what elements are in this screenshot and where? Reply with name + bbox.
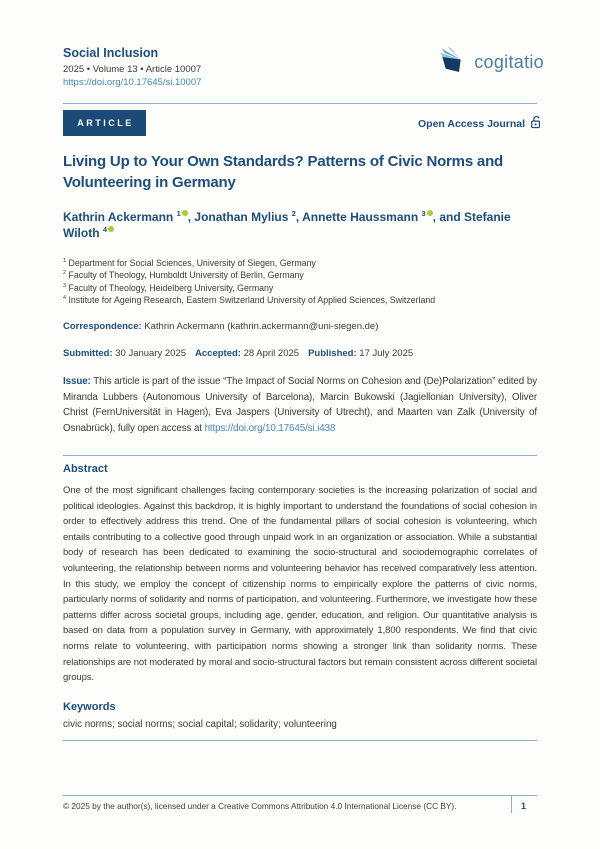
abstract-text: One of the most significant challenges facing contemporary societies is the increasing polarization of social and political ideologies. Against this backdrop, it is highly important to understand the foundations of social cohesion in order to effectively address this trend. One of the fundamental pillars of social cohesion is volunteering, which entails contributing to a collective good through unpaid work in an organization or association. While a substantial body of research has been dedicated to examining the socio-structural and sociodemographic correlates of volunteering, the relationship between norms and volunteering behavior has received comparatively less attention. In this study, we employ the concept of citizenship norms to empirically explore the patterns of civic norms, particularly norms of solidarity and norms of participation, and volunteering. Furthermore, we investigate how these patterns differ across societal groups, including age, gender, education, and religion. Our quantitative analysis is based on data from a population survey in Germany, with approximately 1,800 respondents. We find that civic norms relate to volunteering, with participation norms showing a stronger link than solidarity norms. These relationships are not moderated by moral and socio-structural factors but remain consistent across different societal groups. [63,485,537,684]
journal-name: Social Inclusion [63,46,159,60]
article-title: Living Up to Your Own Standards? Patterns of Civic Norms and Volunteering in Germany [63,153,503,191]
dates-line [63,348,537,359]
author-affiliation-number: 3 [421,209,426,218]
footer-divider [63,795,537,796]
correspondence-value: Kathrin Ackermann (kathrin.ackermann@uni-siegen.de) [144,321,379,332]
journal-header [63,45,201,90]
publisher-logo [439,46,544,78]
author: Jonathan Mylius $^2$ [194,209,296,224]
keywords-text: civic norms; social norms; social capital; solidarity; volunteering [63,719,337,730]
affiliation-line: $^3$ Faculty of Theology, Heidelberg University, Germany [63,282,274,293]
author-affiliation-number: 1 [176,209,181,218]
issue-label: Issue: [63,376,91,387]
open-access-text: Open Access Journal [418,117,525,130]
open-access-label-row [418,115,542,132]
publisher-name: cogitatio [474,51,544,72]
affiliations [63,257,537,307]
author-affiliation-number: 4 [102,224,108,234]
author-affiliation-number: 2 [291,209,296,218]
author-list: Kathrin Ackermann $^1$ , Jonathan Mylius $^2$, Annette Haussmann $^3$ , and Stefanie Wiloth $^4$ [63,209,511,240]
orcid-icon [427,210,433,216]
author: Kathrin Ackermann $^1$ [63,210,188,224]
article-type-badge: ARTICLE [63,110,146,136]
page-number: 1 [521,801,527,811]
footer-page-separator [511,795,512,813]
orcid-icon [108,226,114,232]
volume-line: 2025 • Volume 13 • Article 10007 [63,63,202,75]
correspondence-label: Correspondence: [63,321,142,332]
keywords-heading: Keywords [63,701,116,713]
correspondence-line [63,321,537,332]
open-access-lock-icon [530,115,542,132]
affiliation-line: $^4$ Institute for Ageing Research, Eastern Switzerland University of Applied Sciences, Switzerland [63,295,436,306]
date-item: Accepted: 28 April 2025 [195,348,300,359]
abstract-heading: Abstract [63,463,108,475]
issue-divider [63,455,537,456]
cogitatio-book-icon [439,46,469,78]
article-doi-link[interactable]: https://doi.org/10.17645/si.10007 [63,77,202,89]
affiliation-line: $^1$ Department for Social Sciences, University of Siegen, Germany [63,258,316,268]
date-item: Submitted: 30 January 2025 [63,348,187,359]
license-note: © 2025 by the author(s), licensed under a Creative Commons Attribution 4.0 International License (CC BY). [63,801,457,811]
affiliation-line: $^2$ Faculty of Theology, Humboldt University of Berlin, Germany [63,270,304,281]
issue-note [63,374,537,437]
header-divider [63,103,537,104]
orcid-icon [182,210,188,216]
author: Stefanie Wiloth $^4$ [63,210,511,240]
issue-doi-link[interactable]: https://doi.org/10.17645/si.i438 [204,423,336,435]
keywords-divider [63,740,537,741]
date-item: Published: 17 July 2025 [308,348,414,359]
issue-text: This article is part of the issue “The Impact of Social Norms on Cohesion and (De)Polarization” edited by Miranda Lubbers (Autonomous University of Barcelona), Marcin Bukowski (Jagiellonian University), Oliver Christ (FernUniversität in Hagen), Eva Jaspers (University of Utrecht), and Maarten van Zalk (University of Osnabrück), fully open access at [63,376,537,435]
author: Annette Haussmann $^3$ [302,210,433,224]
